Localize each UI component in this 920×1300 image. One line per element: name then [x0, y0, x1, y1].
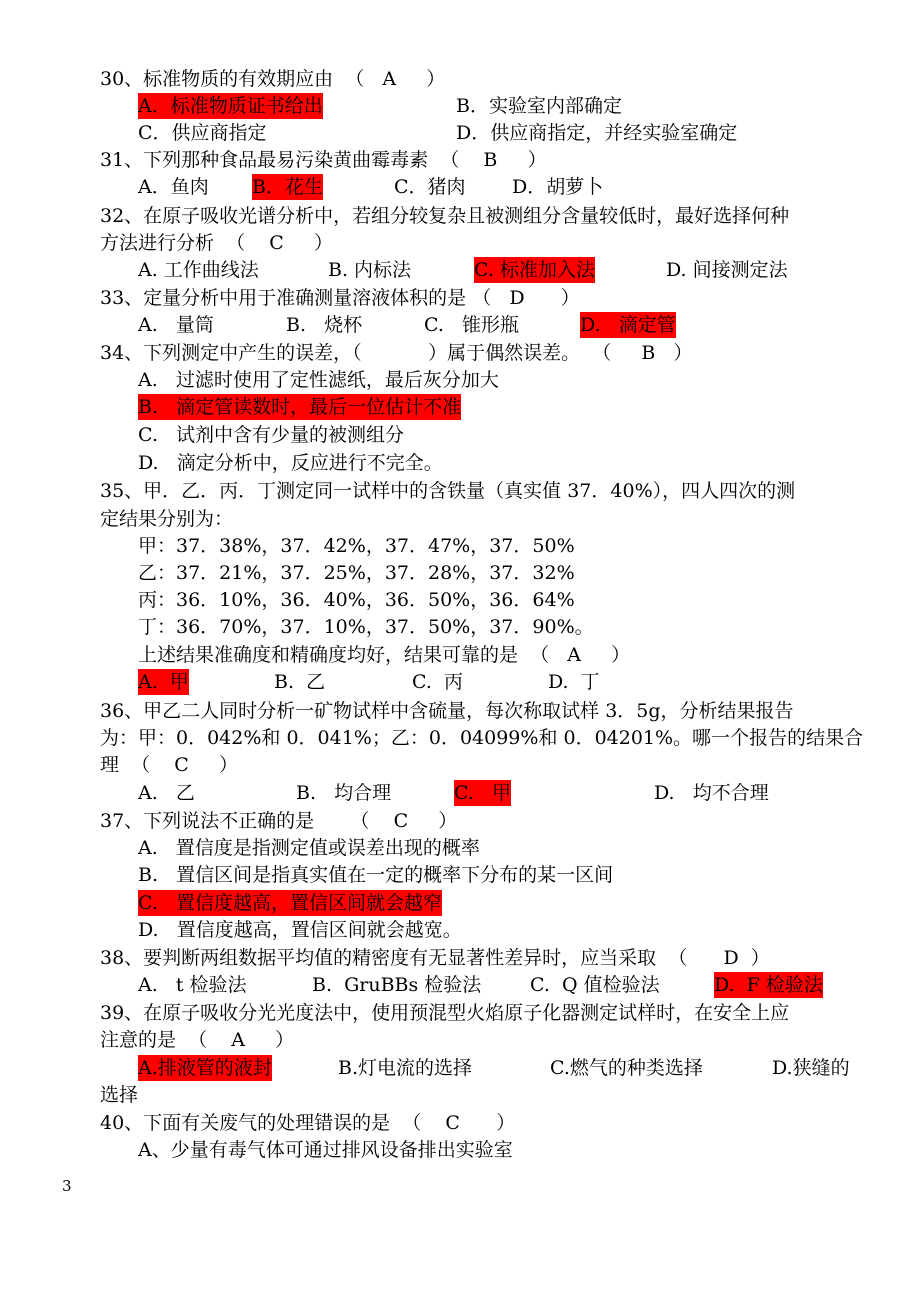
q40-option-a: A、少量有毒气体可通过排风设备排出实验室: [138, 1139, 513, 1161]
question-32-line-1: 32、在原子吸收光谱分析中，若组分较复杂且被测组分含量较低时，最好选择何种: [100, 205, 790, 227]
q35-result-jia: 甲：37．38%，37．42%，37．47%，37．50%: [138, 535, 575, 557]
q34-option-b-answer: B. 滴定管读数时，最后一位估计不准: [138, 396, 462, 418]
page-number: 3: [62, 1177, 72, 1195]
q35-result-ding: 丁：36．70%，37．10%，37．50%，37．90%。: [138, 616, 594, 638]
q37-option-b: B. 置信区间是指真实值在一定的概率下分布的某一区间: [138, 864, 614, 886]
q39-option-a-answer: A.排液管的液封: [138, 1057, 272, 1079]
question-37: 37、下列说法不正确的是 （ C ）: [100, 810, 458, 832]
q39-option-d-wrap: 选择: [100, 1084, 139, 1106]
q34-option-a: A. 过滤时使用了定性滤纸，最后灰分加大: [138, 369, 499, 391]
q39-option-d: D.狭缝的: [772, 1057, 850, 1079]
q36-option-c-answer: C. 甲: [454, 782, 512, 804]
q33-option-b: B. 烧杯: [286, 314, 363, 336]
q38-option-b: B. GruBBs 检验法: [312, 974, 482, 996]
q35-option-d: D. 丁: [548, 671, 600, 693]
q36-option-b: B. 均合理: [296, 782, 392, 804]
q37-option-c-answer: C. 置信度越高，置信区间就会越窄: [138, 892, 443, 914]
q32-option-c-answer: C. 标准加入法: [474, 259, 595, 281]
q38-option-c: C. Q 值检验法: [530, 974, 660, 996]
q32-option-b: B. 内标法: [328, 259, 412, 281]
q36-option-d: D. 均不合理: [654, 782, 769, 804]
question-35-line-1: 35、甲．乙．丙．丁测定同一试样中的含铁量（真实值 37．40%），四人四次的测: [100, 480, 796, 502]
question-31: 31、下列那种食品最易污染黄曲霉毒素 （ B ）: [100, 149, 547, 171]
q37-option-a: A. 置信度是指测定值或误差出现的概率: [138, 837, 480, 859]
q36-option-a: A. 乙: [138, 782, 195, 804]
question-34: 34、下列测定中产生的误差，（ ）属于偶然误差。 （ B ）: [100, 342, 693, 364]
q39-option-c: C.燃气的种类选择: [550, 1057, 703, 1079]
q30-option-b: B．实验室内部确定: [456, 95, 622, 117]
q34-option-d: D. 滴定分析中，反应进行不完全。: [138, 452, 443, 474]
q31-option-a: A．鱼肉: [138, 176, 209, 198]
q38-option-d-answer: D. F 检验法: [714, 974, 823, 996]
q30-option-d: D．供应商指定，并经实验室确定: [456, 122, 738, 144]
q32-option-d: D. 间接测定法: [666, 259, 788, 281]
question-38: 38、要判断两组数据平均值的精密度有无显著性差异时，应当采取 （ D ）: [100, 947, 770, 969]
q35-result-yi: 乙：37．21%，37．25%，37．28%，37．32%: [138, 562, 575, 584]
question-40: 40、下面有关废气的处理错误的是 （ C ）: [100, 1112, 516, 1134]
q32-option-a: A. 工作曲线法: [138, 259, 259, 281]
q38-option-a: A. t 检验法: [138, 974, 247, 996]
q39-option-b: B.灯电流的选择: [338, 1057, 473, 1079]
q30-option-c: C．供应商指定: [138, 122, 267, 144]
question-36-line-2: 为：甲：0．042%和 0．041%；乙：0．04099%和 0．04201%。哪一个报告的结果合: [100, 727, 864, 749]
question-35-line-3: 上述结果准确度和精确度均好，结果可靠的是 （ A ）: [138, 644, 631, 666]
q34-option-c: C. 试剂中含有少量的被测组分: [138, 424, 405, 446]
q33-option-d-answer: D. 滴定管: [580, 314, 676, 336]
question-32-line-2: 方法进行分析 （ C ）: [100, 232, 333, 254]
question-36-line-1: 36、甲乙二人同时分析一矿物试样中含硫量，每次称取试样 3．5g，分析结果报告: [100, 700, 794, 722]
q35-option-c: C. 丙: [412, 671, 463, 693]
question-30: 30、标准物质的有效期应由 （ A ）: [100, 68, 446, 90]
question-33: 33、定量分析中用于准确测量溶液体积的是 （ D ）: [100, 287, 580, 309]
question-39-line-2: 注意的是 （ A ）: [100, 1029, 295, 1051]
q35-option-b: B. 乙: [274, 671, 326, 693]
q35-option-a-answer: A. 甲: [138, 671, 189, 693]
q31-option-c: C．猪肉: [394, 176, 466, 198]
q30-option-a-answer: A．标准物质证书给出: [138, 95, 323, 117]
q31-option-b-answer: B．花生: [252, 176, 323, 198]
q31-option-d: D．胡萝卜: [512, 176, 604, 198]
q33-option-c: C. 锥形瓶: [424, 314, 520, 336]
q37-option-d: D. 置信度越高，置信区间就会越宽。: [138, 919, 462, 941]
question-36-line-3: 理 （ C ）: [100, 754, 238, 776]
q33-option-a: A. 量筒: [138, 314, 214, 336]
question-39-line-1: 39、在原子吸收分光光度法中，使用预混型火焰原子化器测定试样时，在安全上应: [100, 1002, 790, 1024]
q35-result-bing: 丙：36．10%，36．40%，36．50%，36．64%: [138, 589, 575, 611]
question-35-line-2: 定结果分别为：: [100, 508, 234, 530]
